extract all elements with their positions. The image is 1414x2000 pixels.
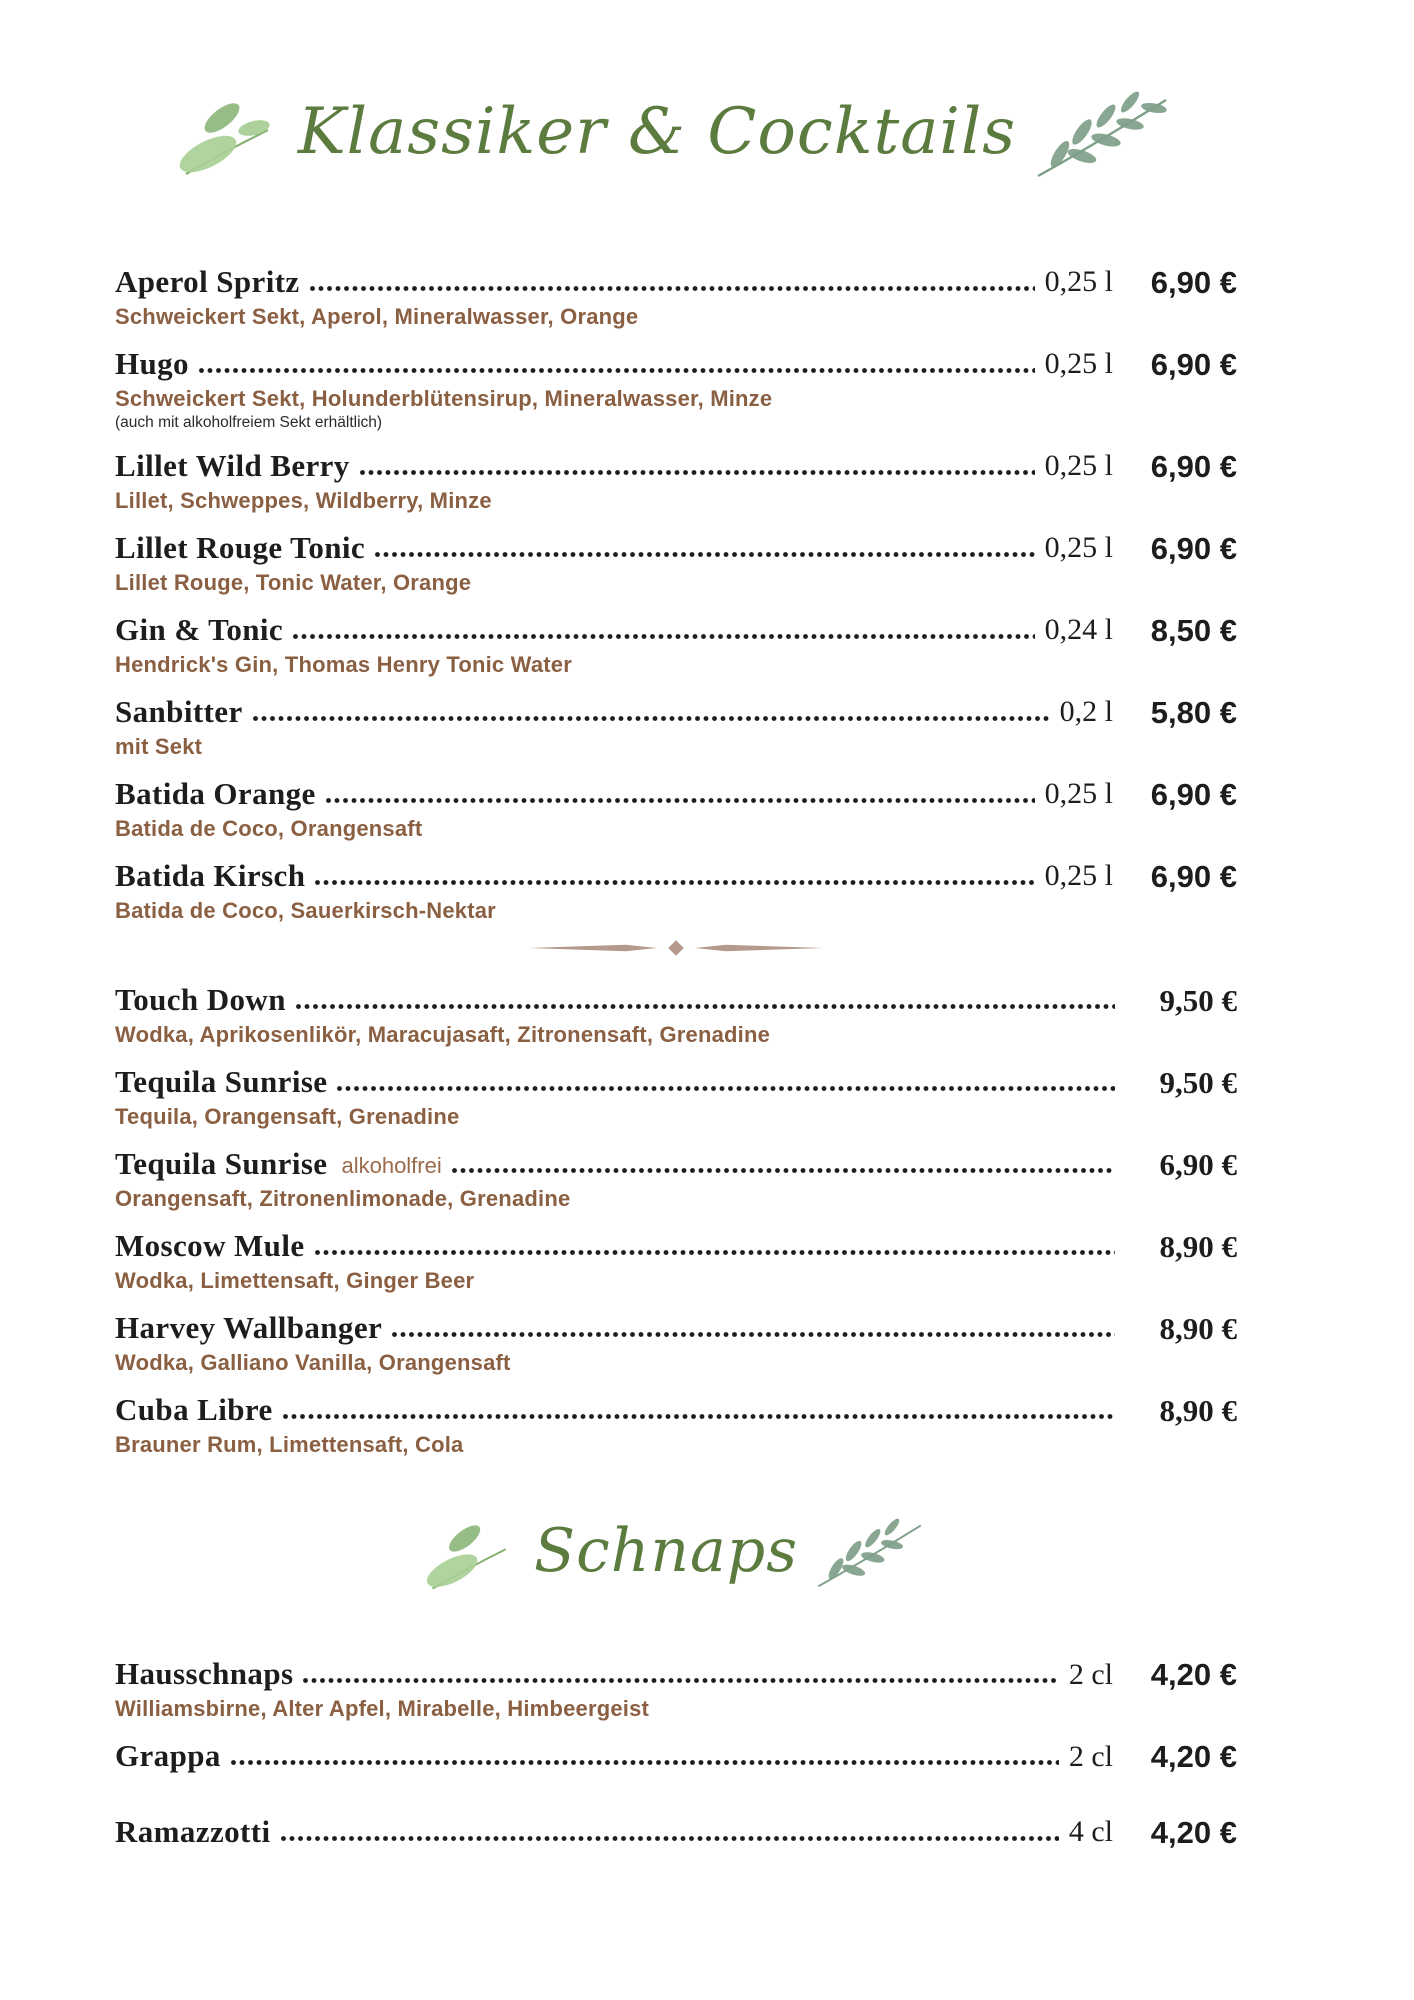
menu-item <box>115 448 1237 514</box>
item-name: Gin & Tonic <box>115 612 284 648</box>
item-name: Touch Down <box>115 982 286 1018</box>
menu-item <box>115 1228 1237 1294</box>
item-volume: 0,2 l <box>1059 695 1113 729</box>
menu-item-row <box>115 530 1237 566</box>
item-price: 8,90 € <box>1159 1228 1237 1264</box>
item-volume: 0,25 l <box>1044 777 1113 811</box>
menu-item <box>115 612 1237 678</box>
item-description: Lillet, Schweppes, Wildberry, Minze <box>115 487 492 513</box>
menu-item-row <box>115 1310 1237 1346</box>
item-price: 9,50 € <box>1159 982 1237 1018</box>
item-volume: 0,25 l <box>1044 531 1113 565</box>
watercolor-leaves-icon <box>172 84 284 180</box>
menu-item <box>115 1146 1237 1212</box>
item-name: Tequila Sunrise <box>115 1064 328 1100</box>
item-name: Batida Kirsch <box>115 858 306 894</box>
dotted-leader <box>392 1332 1115 1337</box>
dotted-leader <box>337 1086 1115 1091</box>
item-description: Wodka, Limettensaft, Ginger Beer <box>115 1267 475 1293</box>
item-price: 6,90 € <box>1150 448 1237 484</box>
dotted-leader <box>293 634 1035 639</box>
menu-item <box>115 1064 1237 1130</box>
item-note: (auch mit alkoholfreiem Sekt erhältlich) <box>115 414 383 432</box>
item-description: Tequila, Orangensaft, Grenadine <box>115 1103 460 1129</box>
menu-item <box>115 1656 1237 1722</box>
item-description: Brauner Rum, Limettensaft, Cola <box>115 1432 464 1458</box>
dotted-leader <box>296 1004 1115 1009</box>
fern-branch-icon <box>812 1508 932 1594</box>
item-description: Batida de Coco, Sauerkirsch-Nektar <box>115 897 496 923</box>
item-volume: 0,24 l <box>1044 613 1113 647</box>
menu-item-row <box>115 858 1237 894</box>
dotted-leader <box>375 552 1035 557</box>
item-name: Ramazzotti <box>115 1814 271 1850</box>
item-volume: 0,25 l <box>1044 449 1113 483</box>
item-name: Aperol Spritz <box>115 264 300 299</box>
section-header-cocktails <box>115 0 1237 180</box>
item-price: 6,90 € <box>1150 776 1237 812</box>
menu-item-row <box>115 694 1237 730</box>
item-description: Williamsbirne, Alter Apfel, Mirabelle, Himbeergeist <box>115 1696 650 1722</box>
item-name: Harvey Wallbanger <box>115 1310 383 1346</box>
dotted-leader <box>310 286 1035 291</box>
item-name: Tequila Sunrise <box>115 1146 328 1182</box>
section-title: Schnaps <box>534 1516 798 1587</box>
menu-item-row <box>115 1392 1237 1428</box>
dotted-leader <box>360 470 1035 475</box>
menu-item-row <box>115 448 1237 484</box>
item-description: Schweickert Sekt, Holunderblütensirup, Mineralwasser, Minze <box>115 385 773 411</box>
menu-item-row <box>115 1656 1237 1692</box>
menu-item <box>115 1392 1237 1458</box>
menu-item-row <box>115 1228 1237 1264</box>
section-title: Klassiker & Cocktails <box>297 95 1017 169</box>
dotted-leader <box>315 880 1034 885</box>
item-description: Lillet Rouge, Tonic Water, Orange <box>115 569 472 595</box>
item-volume: 0,25 l <box>1044 265 1113 299</box>
item-description: Hendrick's Gin, Thomas Henry Tonic Water <box>115 651 572 677</box>
item-volume: 0,25 l <box>1044 347 1113 381</box>
item-description: Wodka, Galliano Vanilla, Orangensaft <box>115 1350 511 1376</box>
menu-item <box>115 530 1237 596</box>
menu-item <box>115 858 1237 924</box>
item-volume: 2 cl <box>1068 1657 1113 1691</box>
item-description: Orangensaft, Zitronenlimonade, Grenadine <box>115 1185 571 1211</box>
item-price: 6,90 € <box>1150 530 1237 566</box>
menu-item-row <box>115 264 1237 300</box>
dotted-leader <box>283 1414 1115 1419</box>
item-price: 4,20 € <box>1150 1656 1237 1692</box>
menu-item <box>115 1738 1237 1774</box>
item-name: Lillet Rouge Tonic <box>115 530 366 566</box>
fern-branch-icon <box>1030 84 1180 180</box>
item-name: Grappa <box>115 1738 221 1774</box>
item-volume: 0,25 l <box>1044 859 1113 893</box>
item-name: Batida Orange <box>115 776 316 812</box>
item-description: mit Sekt <box>115 733 203 759</box>
section-header-schnaps <box>115 1508 1237 1594</box>
item-name: Sanbitter <box>115 694 243 730</box>
menu-item-row <box>115 346 1237 382</box>
dotted-leader <box>253 716 1050 721</box>
menu-item <box>115 694 1237 760</box>
dotted-leader <box>315 1250 1116 1255</box>
item-price: 8,90 € <box>1159 1392 1237 1428</box>
item-name: Lillet Wild Berry <box>115 448 350 484</box>
menu-item <box>115 982 1237 1048</box>
item-description: Wodka, Aprikosenlikör, Maracujasaft, Zitronensaft, Grenadine <box>115 1021 771 1047</box>
menu-item <box>115 776 1237 842</box>
item-volume: 2 cl <box>1068 1739 1113 1773</box>
item-price: 6,90 € <box>1150 264 1237 300</box>
menu-item-row <box>115 612 1237 648</box>
dotted-leader <box>199 368 1035 373</box>
item-price: 6,90 € <box>1150 346 1237 382</box>
schnaps-list <box>115 1656 1237 1849</box>
menu-item-row <box>115 776 1237 812</box>
menu-item-row <box>115 1146 1237 1182</box>
item-price: 6,90 € <box>1159 1146 1237 1182</box>
dotted-leader <box>281 1836 1059 1841</box>
dotted-leader <box>452 1168 1115 1173</box>
menu-item <box>115 1814 1237 1850</box>
item-price: 4,20 € <box>1150 1739 1237 1775</box>
watercolor-leaves-icon <box>420 1508 520 1594</box>
item-price: 8,50 € <box>1150 612 1237 648</box>
item-price: 9,50 € <box>1159 1064 1237 1100</box>
menu-item <box>115 264 1237 330</box>
menu-item <box>115 1310 1237 1376</box>
item-name: Hausschnaps <box>115 1656 294 1692</box>
menu-item <box>115 346 1237 432</box>
dotted-leader <box>303 1678 1058 1683</box>
menu-item-row <box>115 1064 1237 1100</box>
cocktails-list <box>115 264 1237 1458</box>
item-price: 5,80 € <box>1150 694 1237 730</box>
item-suffix-label: alkoholfrei <box>341 1152 442 1178</box>
item-name: Cuba Libre <box>115 1392 273 1428</box>
menu-item-row <box>115 982 1237 1018</box>
item-name: Hugo <box>115 346 189 382</box>
item-description: Schweickert Sekt, Aperol, Mineralwasser, Orange <box>115 303 639 329</box>
item-description: Batida de Coco, Orangensaft <box>115 815 423 841</box>
item-name: Moscow Mule <box>115 1228 305 1264</box>
divider-ornament-icon <box>526 940 826 956</box>
dotted-leader <box>231 1760 1059 1765</box>
item-price: 6,90 € <box>1150 858 1237 894</box>
item-price: 4,20 € <box>1150 1814 1237 1850</box>
dotted-leader <box>326 798 1035 803</box>
section-divider <box>115 940 1237 956</box>
menu-item-row <box>115 1814 1237 1850</box>
item-price: 8,90 € <box>1159 1310 1237 1346</box>
menu-item-row <box>115 1738 1237 1774</box>
item-volume: 4 cl <box>1068 1815 1113 1849</box>
